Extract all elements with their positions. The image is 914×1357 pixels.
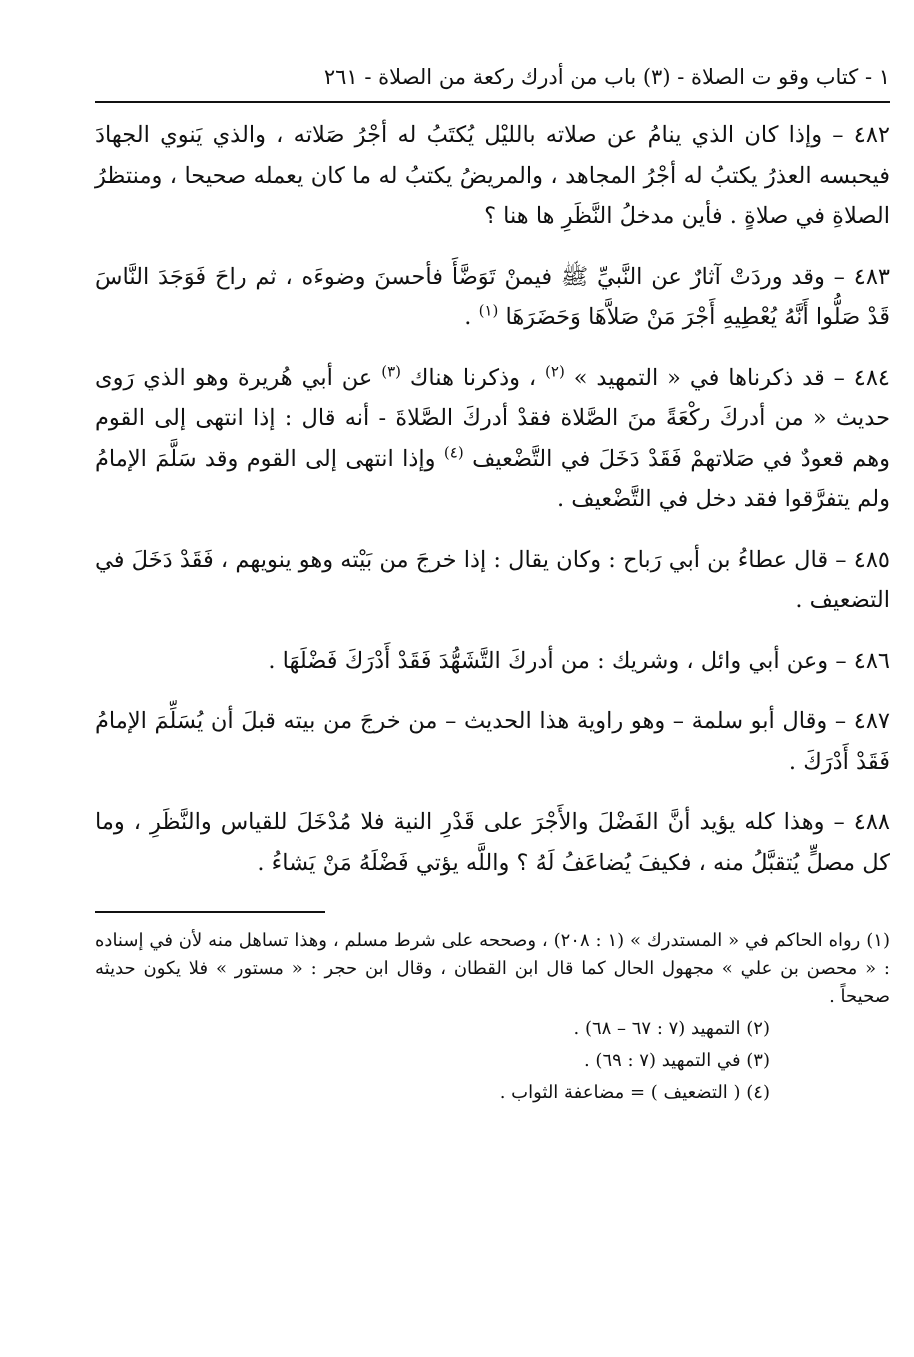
footnote-divider bbox=[95, 911, 325, 913]
paragraph-485 bbox=[95, 540, 890, 621]
paragraph-tail: عن أبي هُريرة وهو الذي رَوى حديث « من أدركَ ركْعَةً منَ الصَّلاة فقدْ أدركَ الصَّلاةَ - أنه قال : إذا انتهى إلى القوم وهم قعودٌ في صَلاتهمْ فَقَدْ دَخَلَ في التَّضْعيف bbox=[95, 364, 890, 472]
paragraph-tail-2: وإذا انتهى إلى القوم وقد سَلَّمَ الإمامُ ولم يتفرَّقوا فقد دخل في التَّضْعيف . bbox=[95, 445, 890, 512]
paragraph-text: ٤٨٧ – وقال أبو سلمة – وهو راوية هذا الحديث – من خرجَ من بيته قبلَ أن يُسَلِّمَ الإمامُ فَقَدْ أَدْرَكَ . bbox=[95, 708, 890, 775]
footnotes bbox=[95, 927, 890, 1107]
footnote-2: (٢) التمهيد (٧ : ٦٧ – ٦٨) . bbox=[573, 1018, 770, 1039]
footnote-4: (٤) ( التضعيف ) = مضاعفة الثواب . bbox=[499, 1082, 770, 1103]
paragraph-mid: ، وذكرنا هناك bbox=[409, 364, 546, 391]
running-header bbox=[95, 55, 890, 103]
paragraph-482 bbox=[95, 115, 890, 237]
footnote-ref-1: (١) bbox=[478, 301, 499, 320]
running-title: ١ - كتاب وقو ت الصلاة - (٣) باب من أدرك ركعة من الصلاة - ٢٦١ bbox=[323, 65, 890, 89]
footnote-1: (١) رواه الحاكم في « المستدرك » (١ : ٢٠٨) ، وصححه على شرط مسلم ، وهذا تساهل منه لأن في إسناده : « محصن بن علي » مجهول الحال كما قال ابن القطان ، وقال ابن حجر : « مستور » فلا يكون حديثه صحيحاً . bbox=[95, 930, 890, 1007]
book-page bbox=[95, 55, 890, 1111]
paragraph-text: ٤٨٦ – وعن أبي وائل ، وشريك : من أدركَ التَّشَهُّدَ فَقَدْ أَدْرَكَ فَضْلَهَا . bbox=[268, 647, 890, 674]
footnote-ref-2: (٢) bbox=[545, 362, 565, 380]
footnote-ref-4: (٤) bbox=[443, 443, 464, 461]
paragraph-486 bbox=[95, 641, 890, 682]
paragraph-tail: . bbox=[464, 304, 479, 330]
paragraph-text: ٤٨٨ – وهذا كله يؤيد أنَّ الفَضْلَ والأَجْرَ على قَدْرِ النية فلا مُدْخَلَ للقياس والنَّظَرِ ، وما كل مصلٍّ يُتقبَّلُ منه ، فكيفَ يُضاعَفُ لَهُ ؟ واللَّه يؤتي فَضْلَهُ مَنْ يَشاءُ . bbox=[95, 809, 890, 876]
footnote-ref-3: (٣) bbox=[381, 362, 401, 380]
paragraph-text: ٤٨٣ – وقد وردَتْ آثارٌ عن النَّبيِّ ﷺ فيمنْ تَوَضَّأَ فأحسنَ وضوءَه ، ثم راحَ فَوَجَدَ النَّاسَ قَدْ صَلُّوا أَنَّهُ يُعْطِيهِ أَجْرَ مَنْ صَلاَّهَا وَحَضَرَهَا bbox=[95, 263, 890, 330]
paragraph-text: ٤٨٢ – وإذا كان الذي ينامُ عن صلاته بالليْل يُكتَبُ له أجْرُ صَلاته ، والذي يَنوي الجهادَ فيحبسه العذرُ يكتبُ له أجْرُ المجاهد ، والمريضُ يكتبُ له ما كان يعمله صحيحا ، ومنتظرُ الصلاةِ في صلاةٍ . فأين مدخلُ النَّظَرِ ها هنا ؟ bbox=[95, 122, 890, 229]
paragraph-488 bbox=[95, 802, 890, 883]
paragraph-487 bbox=[95, 701, 890, 782]
main-text bbox=[95, 115, 890, 883]
paragraph-484 bbox=[95, 358, 890, 520]
footnote-3: (٣) في التمهيد (٧ : ٦٩) . bbox=[583, 1050, 770, 1071]
paragraph-text: ٤٨٥ – قال عطاءُ بن أبي رَباح : وكان يقال : إذا خرجَ من بَيْته وهو ينويهم ، فَقَدْ دَخَلَ في التضعيف . bbox=[95, 546, 890, 613]
paragraph-483 bbox=[95, 257, 890, 338]
paragraph-text: ٤٨٤ – قد ذكرناها في « التمهيد » bbox=[573, 364, 891, 391]
